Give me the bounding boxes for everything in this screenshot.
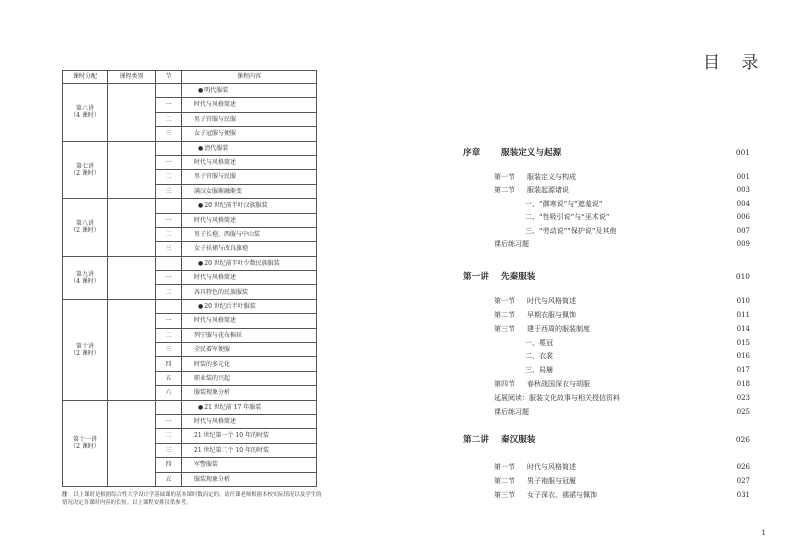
content-cell	[182, 443, 317, 457]
toc-entry-misc[interactable]	[395, 406, 750, 418]
toc-entry-chapter[interactable]	[395, 434, 750, 446]
toc-entry-label	[494, 406, 529, 418]
section-cell: 一	[156, 213, 182, 227]
toc-entry-label	[494, 323, 590, 335]
toc-entry-title: 课后练习题	[494, 240, 529, 248]
content-cell	[182, 170, 317, 184]
content-cell	[182, 242, 317, 256]
content-cell	[182, 271, 317, 285]
category-cell	[108, 84, 156, 142]
toc-entry-title: 早期衣服与佩饰	[527, 311, 576, 319]
content-text: 男子官服与民服	[194, 173, 237, 181]
toc-entry-title: 时代与风格简述	[527, 297, 576, 305]
toc-entry-sub[interactable]	[395, 225, 750, 237]
content-cell	[182, 343, 317, 357]
toc-entry-page: 001	[735, 148, 750, 157]
toc-entry-title: 先秦服装	[501, 272, 536, 282]
toc-entry-section[interactable]	[395, 323, 750, 335]
toc-entry-title: 服装定义与构成	[527, 173, 576, 181]
toc-entry-number: 第一节	[494, 463, 515, 471]
toc-entry-label	[525, 350, 553, 362]
content-text: 服装现象分析	[194, 475, 231, 483]
content-text: 清代服装	[204, 144, 229, 152]
section-cell	[156, 400, 182, 414]
section-cell: 四	[156, 458, 182, 472]
toc-entry-label	[494, 171, 576, 183]
toc-entry-page: 026	[736, 463, 750, 471]
toc-entry-number: 第二节	[494, 477, 515, 485]
content-text: 时装的多元化	[194, 360, 231, 368]
header-section: 节	[156, 71, 182, 84]
toc-entry-label	[494, 378, 590, 390]
toc-entry-title: 一、冕冠	[525, 339, 553, 347]
toc-entry-page: 007	[736, 227, 750, 235]
content-text: 时代与风格简述	[194, 101, 237, 109]
toc-entry-page: 014	[736, 325, 750, 333]
table-row	[63, 400, 317, 414]
content-text: 列宁服与花布棉袄	[194, 331, 243, 339]
toc-entry-misc[interactable]	[395, 238, 750, 250]
content-text: 21 世纪前 17 年服装	[204, 403, 262, 411]
table-row	[63, 141, 317, 155]
toc-entry-page: 003	[736, 186, 750, 194]
toc-entry-number: 第一节	[494, 173, 515, 181]
content-cell	[182, 371, 317, 385]
toc-entry-number: 第一讲	[463, 272, 489, 282]
toc-entry-page: 009	[736, 240, 750, 248]
section-cell: 六	[156, 386, 182, 400]
content-text: 女子袄裙与改良旗袍	[194, 245, 249, 253]
content-cell	[182, 458, 317, 472]
content-text: 时代与风格简述	[194, 216, 237, 224]
content-text: 20 世纪后半叶服装	[204, 302, 256, 310]
content-cell	[182, 299, 317, 313]
course-schedule-table	[62, 70, 317, 487]
toc-entry-label	[525, 337, 553, 349]
content-text: 各具特色的民族服装	[194, 288, 249, 296]
toc-entry-page: 023	[736, 394, 750, 402]
toc-entry-label	[525, 364, 553, 376]
content-cell	[182, 141, 317, 155]
toc-entry-sub[interactable]	[395, 364, 750, 376]
table-note	[62, 491, 322, 508]
toc-entry-page: 016	[736, 352, 750, 360]
toc-entry-label	[525, 211, 610, 223]
toc-entry-title: 时代与风格简述	[527, 463, 576, 471]
toc-entry-page: 011	[736, 311, 750, 319]
toc-entry-title: 秦汉服装	[501, 435, 536, 445]
toc-entry-chapter[interactable]	[395, 147, 750, 159]
table-row	[63, 84, 317, 98]
section-cell: 五	[156, 371, 182, 385]
content-text: 明代服装	[204, 87, 229, 95]
table-body	[63, 84, 317, 487]
period-cell: 第十一讲 （2 课时）	[63, 400, 108, 486]
toc-entry-sub[interactable]	[395, 198, 750, 210]
content-text: 军警服装	[194, 461, 219, 469]
period-cell: 第六讲 （4 课时）	[63, 84, 108, 142]
content-cell	[182, 314, 317, 328]
content-cell	[182, 213, 317, 227]
period-cell: 第七讲 （2 课时）	[63, 141, 108, 199]
table-header-row	[63, 71, 317, 84]
toc-entry-number: 第二节	[494, 311, 515, 319]
toc-entry-title: 女子深衣、襦裙与佩饰	[527, 491, 597, 499]
toc-entry-label	[494, 475, 576, 487]
toc-entry-label	[494, 489, 597, 501]
content-cell	[182, 400, 317, 414]
toc-entry-section[interactable]	[395, 461, 750, 473]
section-cell: 一	[156, 155, 182, 169]
toc-entry-label	[525, 198, 603, 210]
toc-entry-section[interactable]	[395, 475, 750, 487]
header-category: 课程类别	[108, 71, 156, 84]
toc-entry-label	[463, 434, 535, 446]
toc-entry-page: 025	[736, 408, 750, 416]
toc-entry-page: 026	[735, 435, 750, 444]
toc-entry-number: 第三节	[494, 325, 515, 333]
section-cell: 二	[156, 227, 182, 241]
content-cell	[182, 285, 317, 299]
toc-entry-title: 二、“性吸引说”与“巫术说”	[525, 213, 610, 221]
content-cell	[182, 98, 317, 112]
toc-entry-title: 三、舄屦	[525, 366, 553, 374]
toc-entry-misc[interactable]	[395, 392, 750, 404]
note-text: 以上课时是根据综合性大学设计学基础课的基本课时数而定的，请任课老师根据本校实际情况以及学生的情况决定各课时内容的长短。以上课程安排仅供参考。	[62, 492, 322, 507]
section-cell: 一	[156, 271, 182, 285]
table-row	[63, 299, 317, 313]
toc-title: 目 录	[703, 53, 767, 73]
section-cell: 四	[156, 357, 182, 371]
section-cell: 二	[156, 285, 182, 299]
content-text: 职业装的兴起	[194, 374, 231, 382]
content-text: 20 世纪前半叶汉族服装	[204, 202, 268, 210]
toc-entry-page: 015	[736, 339, 750, 347]
section-cell	[156, 141, 182, 155]
content-text: 时代与风格简述	[194, 418, 237, 426]
toc-entry-section[interactable]	[395, 489, 750, 501]
toc-entry-number: 第一节	[494, 297, 515, 305]
section-cell: 一	[156, 314, 182, 328]
toc-entry-title: 服装定义与起源	[501, 148, 562, 158]
toc-entry-title: 春秋战国深衣与胡服	[527, 380, 590, 388]
toc-entry-section[interactable]	[395, 309, 750, 321]
period-cell: 第十讲 （2 课时）	[63, 299, 108, 400]
section-cell: 三	[156, 127, 182, 141]
content-text: 女子冠服与便服	[194, 130, 237, 138]
content-text: 时代与风格简述	[194, 159, 237, 167]
content-cell	[182, 184, 317, 198]
table-row	[63, 256, 317, 270]
content-cell	[182, 357, 317, 371]
bullet-icon: ●	[198, 259, 204, 267]
content-text: 21 世纪第一个 10 年的时装	[194, 432, 269, 440]
content-text: 男子长袍、西服与中山装	[194, 231, 261, 238]
toc-entry-page: 031	[736, 491, 750, 499]
toc-entry-page: 006	[736, 213, 750, 221]
content-cell	[182, 429, 317, 443]
section-cell: 二	[156, 170, 182, 184]
toc-entry-number: 第三节	[494, 491, 515, 499]
bullet-icon: ●	[198, 403, 204, 411]
section-cell: 二	[156, 112, 182, 126]
section-cell: 三	[156, 343, 182, 357]
toc-entry-title: 建于西周的服装制度	[527, 325, 590, 333]
toc-entry-page: 001	[736, 173, 750, 181]
toc-entry-label	[494, 461, 576, 473]
bullet-icon: ●	[198, 302, 204, 310]
toc-entry-title: 延展阅读：服装文化故事与相关授信资料	[494, 394, 620, 402]
toc-entry-sub[interactable]	[395, 211, 750, 223]
toc-entry-number: 第二节	[494, 186, 515, 194]
toc-entry-number: 序章	[463, 148, 481, 158]
toc-entry-title: 一、“御寒说”与“遮羞说”	[525, 200, 603, 208]
toc-entry-title: 三、“劳动说”“保护说”及其他	[525, 227, 617, 235]
section-cell	[156, 256, 182, 270]
right-page	[395, 0, 790, 555]
content-cell	[182, 84, 317, 98]
category-cell	[108, 400, 156, 486]
toc-entry-label	[463, 147, 561, 159]
category-cell	[108, 256, 156, 299]
category-cell	[108, 141, 156, 199]
toc-entry-label	[494, 184, 569, 196]
toc-entry-label	[494, 238, 529, 250]
toc-entry-section[interactable]	[395, 184, 750, 196]
period-cell: 第八讲 （2 课时）	[63, 199, 108, 257]
section-cell: 二	[156, 328, 182, 342]
section-cell: 三	[156, 443, 182, 457]
toc-entry-number: 第四节	[494, 380, 515, 388]
toc-entry-sub[interactable]	[395, 350, 750, 362]
content-text: 全民着军便服	[194, 346, 231, 354]
toc-entry-label	[494, 392, 620, 404]
content-cell	[182, 386, 317, 400]
content-text: 21 世纪第二个 10 年的时装	[194, 446, 269, 454]
bullet-icon: ●	[198, 202, 204, 210]
note-label: 注	[62, 492, 68, 498]
toc-entry-label	[494, 309, 576, 321]
content-cell	[182, 414, 317, 428]
content-cell	[182, 227, 317, 241]
toc-entry-section[interactable]	[395, 378, 750, 390]
toc-entry-chapter[interactable]	[395, 271, 750, 283]
toc-entry-section[interactable]	[395, 295, 750, 307]
section-cell: 一	[156, 414, 182, 428]
header-content: 课程内容	[182, 71, 317, 84]
toc-entry-title: 课后练习题	[494, 408, 529, 416]
toc-entry-label	[525, 225, 617, 237]
content-cell	[182, 127, 317, 141]
toc-entry-page: 018	[736, 380, 750, 388]
content-text: 时代与风格简述	[194, 317, 237, 325]
toc-entry-page: 010	[735, 272, 750, 281]
page-number: 1	[761, 529, 766, 537]
toc-entry-title: 服装起源诸说	[527, 186, 569, 194]
section-cell	[156, 299, 182, 313]
toc-entry-label	[463, 271, 535, 283]
content-cell	[182, 155, 317, 169]
section-cell: 二	[156, 429, 182, 443]
content-text: 满汉女服渐融渐变	[194, 187, 243, 195]
toc-entry-page: 017	[736, 366, 750, 374]
section-cell: 三	[156, 242, 182, 256]
section-cell: 一	[156, 98, 182, 112]
content-text: 服装现象分析	[194, 389, 231, 397]
content-cell	[182, 472, 317, 486]
bullet-icon: ●	[198, 144, 204, 152]
toc-entry-page: 004	[736, 200, 750, 208]
bullet-icon: ●	[198, 87, 204, 95]
toc-entry-label	[494, 295, 576, 307]
content-text: 20 世纪前半叶少数民族服装	[204, 259, 280, 267]
toc-entry-section[interactable]	[395, 171, 750, 183]
toc-entry-page: 010	[736, 297, 750, 305]
content-text: 时代与风格简述	[194, 274, 237, 282]
table-row	[63, 199, 317, 213]
toc-entry-number: 第二讲	[463, 435, 489, 445]
period-cell: 第九讲 （4 课时）	[63, 256, 108, 299]
content-cell	[182, 328, 317, 342]
category-cell	[108, 199, 156, 257]
content-cell	[182, 112, 317, 126]
section-cell	[156, 84, 182, 98]
section-cell: 五	[156, 472, 182, 486]
section-cell: 三	[156, 184, 182, 198]
content-cell	[182, 256, 317, 270]
toc-entry-title: 二、衣裳	[525, 352, 553, 360]
content-text: 男子官服与民服	[194, 115, 237, 123]
category-cell	[108, 299, 156, 400]
toc-entry-page: 027	[736, 477, 750, 485]
toc-entry-sub[interactable]	[395, 337, 750, 349]
toc-entry-title: 男子袍服与冠履	[527, 477, 576, 485]
content-cell	[182, 199, 317, 213]
section-cell	[156, 199, 182, 213]
header-period: 课时分配	[63, 71, 108, 84]
